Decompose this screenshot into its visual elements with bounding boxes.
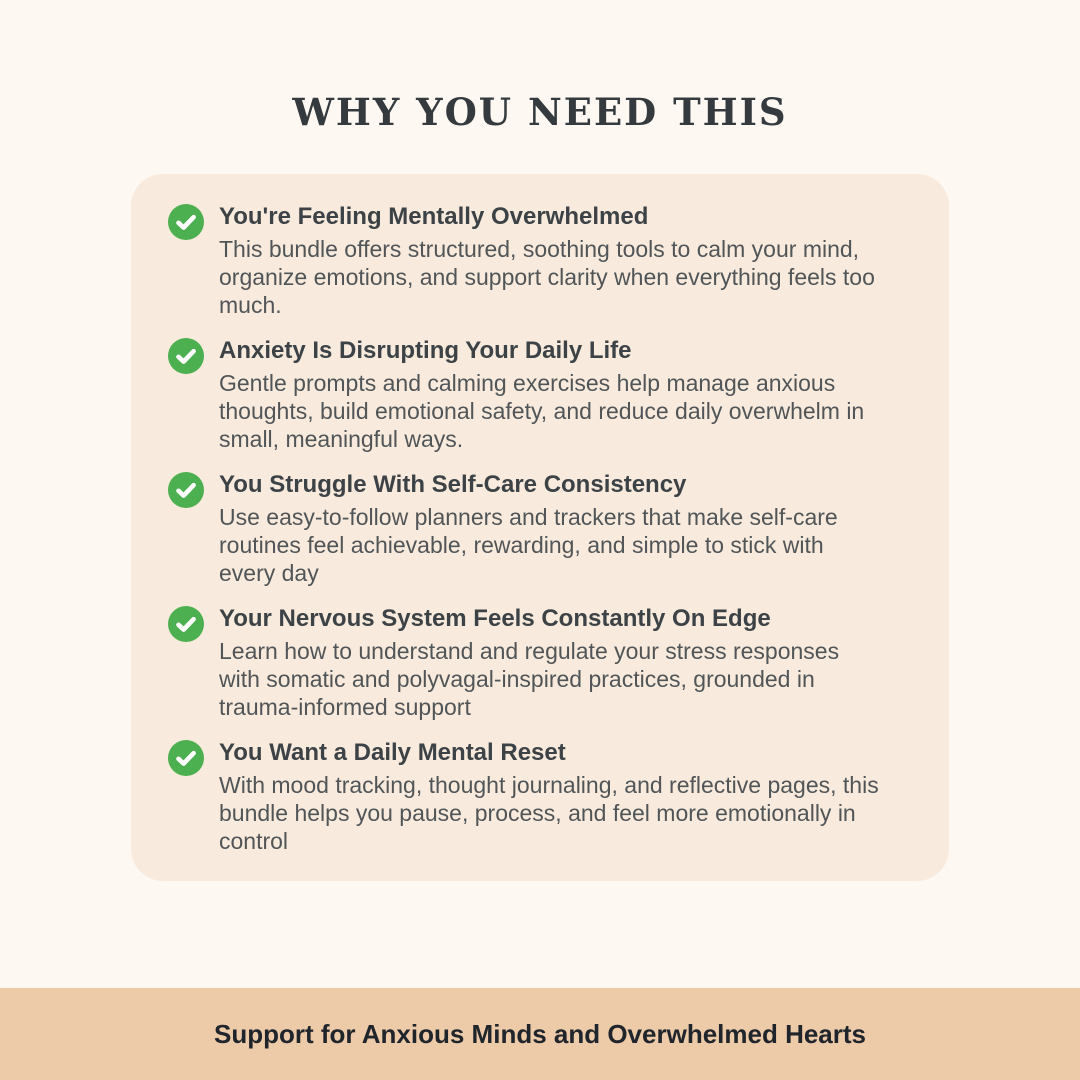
benefit-title: You Want a Daily Mental Reset	[219, 739, 566, 766]
footer-banner-text: Support for Anxious Minds and Overwhelmed Hearts	[213, 1018, 867, 1049]
benefit-text	[219, 604, 884, 721]
benefit-text	[219, 470, 884, 587]
benefit-description: Learn how to understand and regulate your stress responses with somatic and polyvagal-inspired practices, grounded in trauma-informed support	[219, 638, 840, 720]
benefit-item	[168, 738, 903, 855]
benefit-title: You Struggle With Self-Care Consistency	[219, 471, 687, 498]
benefit-item	[168, 202, 903, 319]
benefit-description: Gentle prompts and calming exercises help manage anxious thoughts, build emotional safety, and reduce daily overwhelm in small, meaningful ways.	[219, 370, 865, 452]
benefit-title: You're Feeling Mentally Overwhelmed	[219, 203, 649, 230]
check-circle-icon	[168, 472, 204, 508]
benefit-description: Use easy-to-follow planners and trackers that make self-care routines feel achievable, rewarding, and simple to stick with every day	[219, 504, 838, 586]
check-circle-icon	[168, 740, 204, 776]
footer-banner	[0, 988, 1080, 1080]
benefits-card	[131, 174, 949, 881]
benefit-description: With mood tracking, thought journaling, and reflective pages, this bundle helps you pause, process, and feel more emotionally in control	[219, 772, 879, 854]
benefit-text	[219, 202, 884, 319]
benefit-description: This bundle offers structured, soothing tools to calm your mind, organize emotions, and support clarity when everything feels too much.	[219, 236, 875, 318]
benefit-item	[168, 336, 903, 453]
benefit-title: Anxiety Is Disrupting Your Daily Life	[219, 337, 632, 364]
benefit-text	[219, 336, 884, 453]
check-circle-icon	[168, 606, 204, 642]
benefit-item	[168, 470, 903, 587]
benefit-item	[168, 604, 903, 721]
check-circle-icon	[168, 338, 204, 374]
benefit-title: Your Nervous System Feels Constantly On Edge	[219, 605, 771, 632]
check-circle-icon	[168, 204, 204, 240]
benefit-text	[219, 738, 884, 855]
page-title: WHY YOU NEED THIS	[292, 90, 788, 134]
